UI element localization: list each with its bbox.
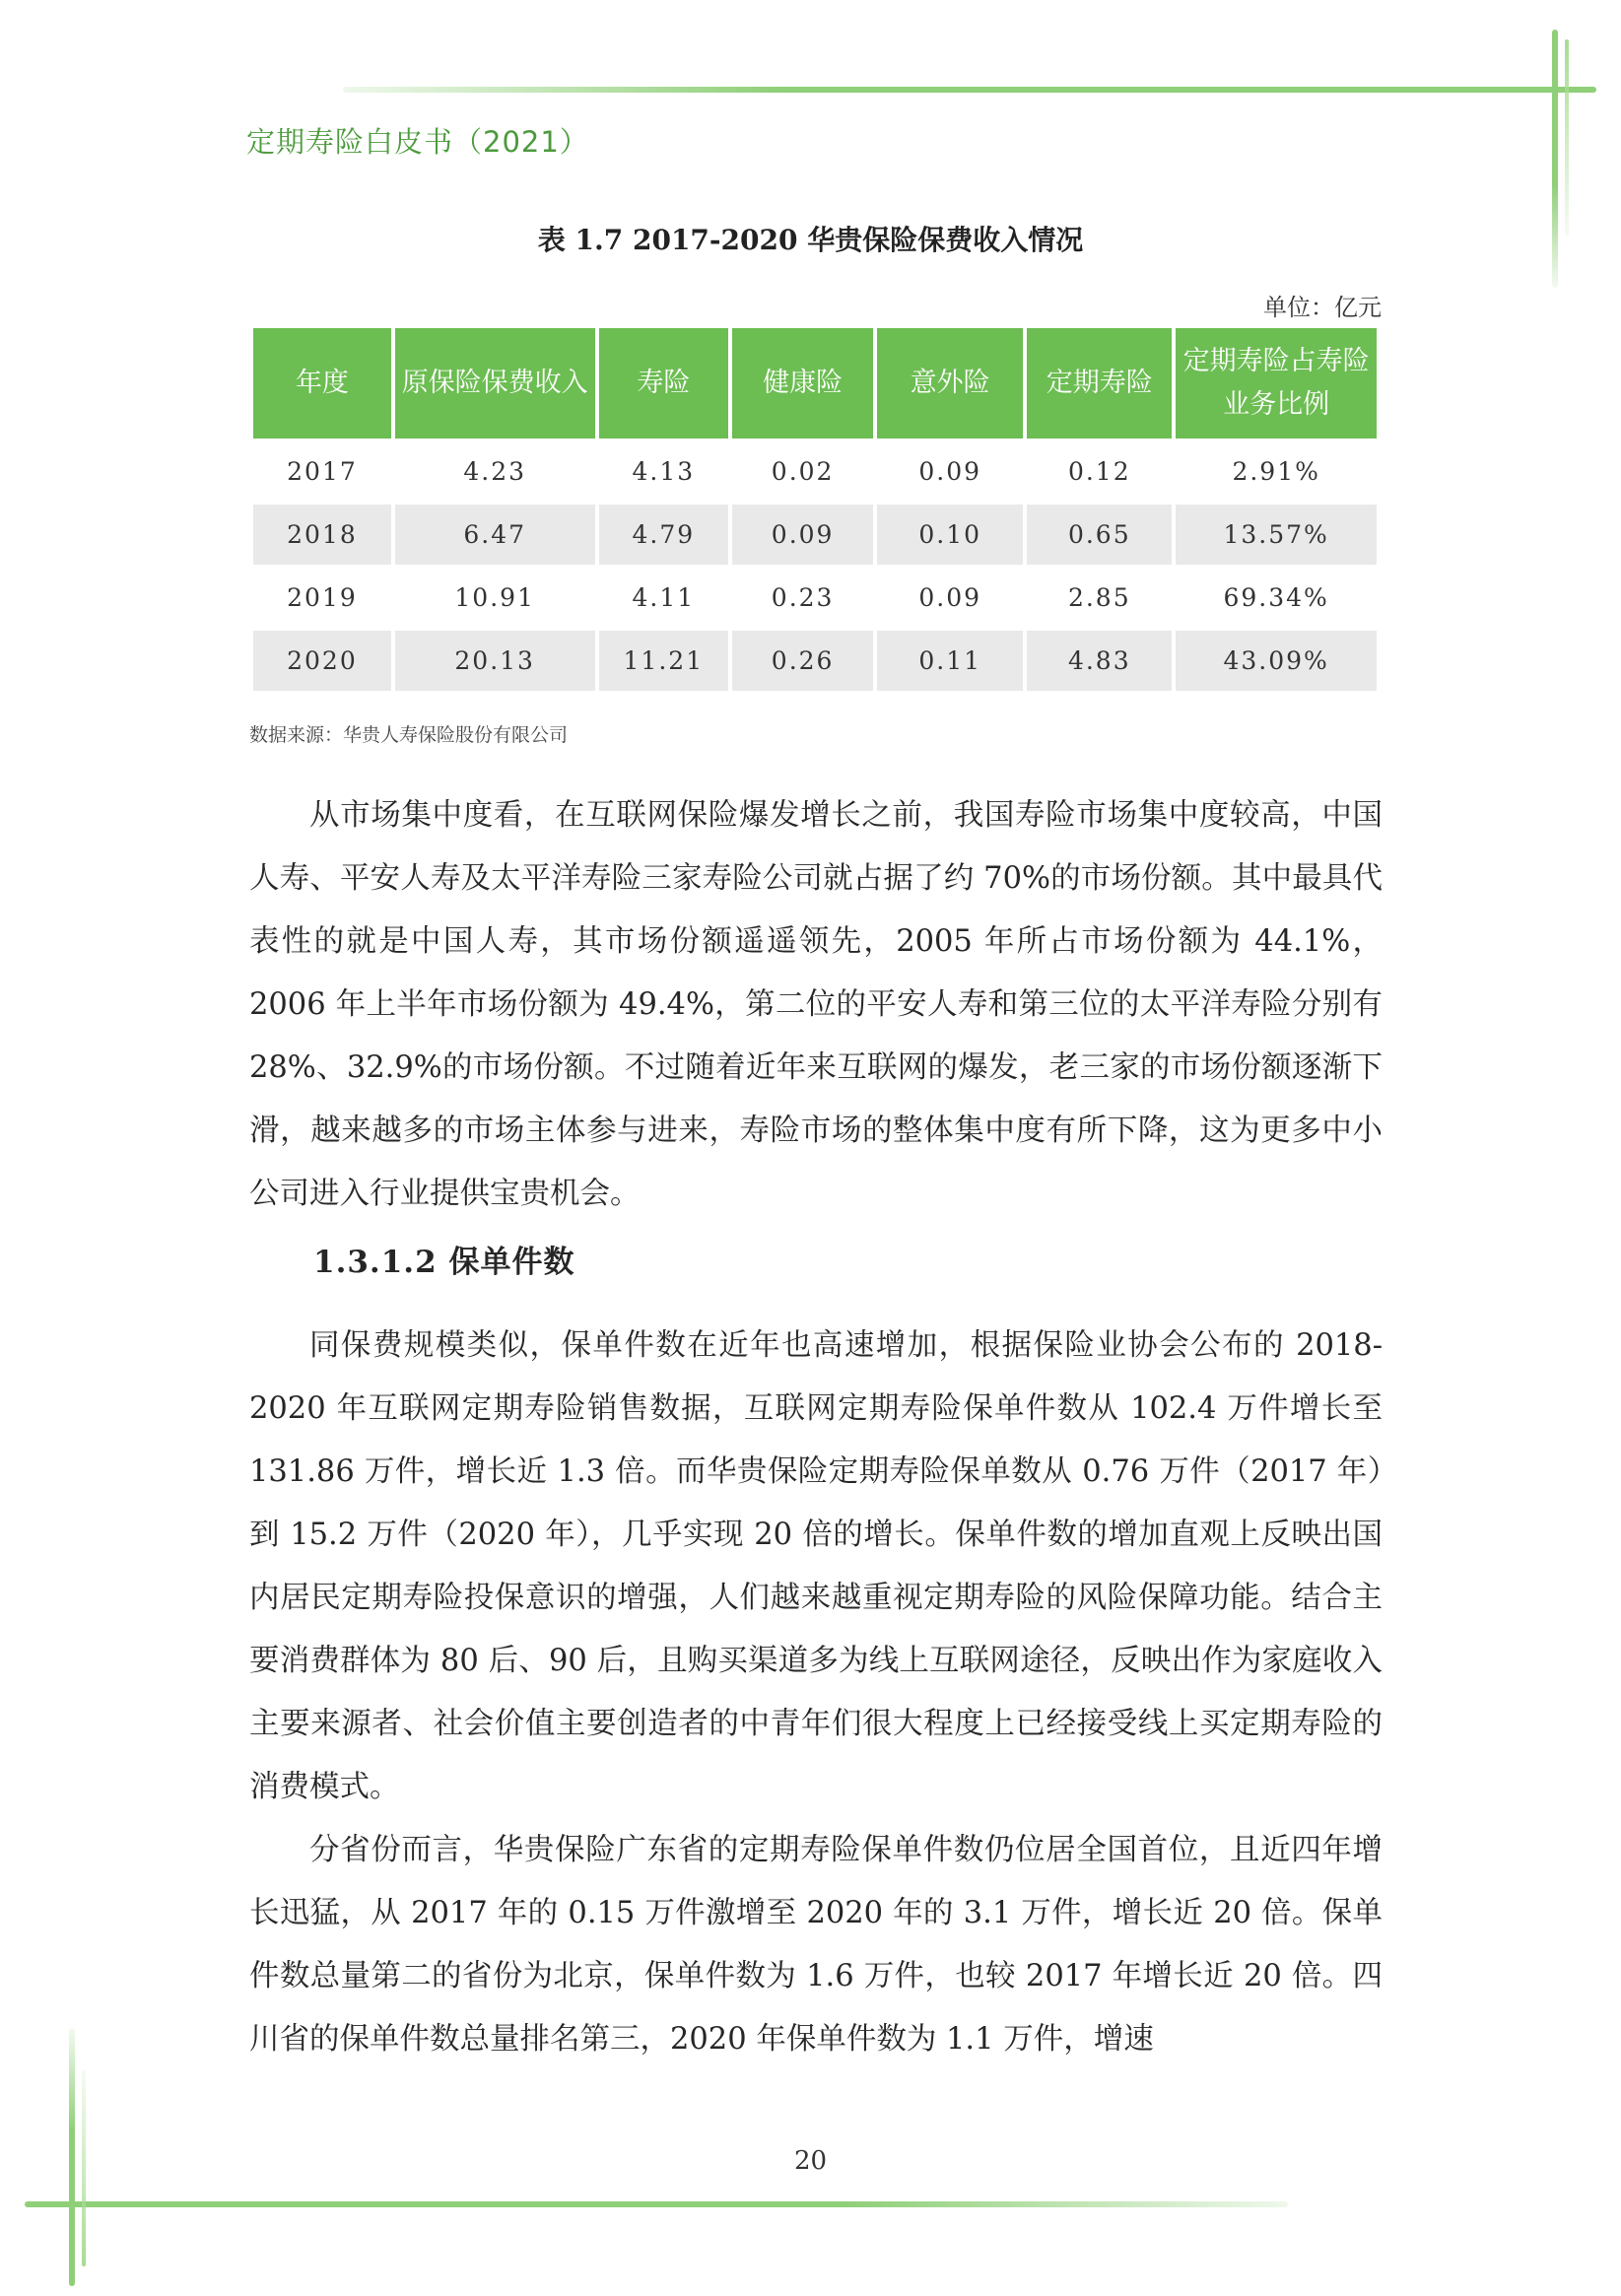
col-header-health: 健康险 — [732, 328, 873, 439]
table-title: 表 1.7 2017-2020 华贵保险保费收入情况 — [537, 224, 1084, 256]
paragraph-province-breakdown: 分省份而言，华贵保险广东省的定期寿险保单件数仍位居全国首位，且近四年增长迅猛，从 2017 年的 0.15 万件激增至 2020 年的 3.1 万件，增长近 20 倍。保单件数总量第二的省份为北京，保单件数为 1.6 万件，也较 2017 年增长近 20 倍。四川省的保单件数总量排名第三，2020 年保单件数为 1.1 万件，增速 — [249, 1833, 1383, 2057]
cell-term-life-ratio: 13.57% — [1176, 505, 1377, 565]
col-header-term-life-ratio: 定期寿险占寿险业务比例 — [1176, 328, 1377, 439]
table-row — [253, 441, 1377, 502]
cell-term-life-ratio: 69.34% — [1223, 583, 1329, 612]
table-source-note: 数据来源：华贵人寿保险股份有限公司 — [249, 724, 569, 746]
cell-accident: 0.10 — [877, 505, 1023, 565]
top-right-vertical-line-2 — [1565, 39, 1569, 236]
table-row — [253, 505, 1377, 565]
table-row — [253, 568, 1377, 628]
cell-year: 2020 — [253, 631, 391, 691]
col-header-accident: 意外险 — [877, 328, 1023, 439]
cell-life: 4.13 — [632, 457, 696, 486]
table-row — [253, 631, 1377, 691]
cell-life: 4.79 — [599, 505, 729, 565]
cell-accident: 0.11 — [877, 631, 1023, 691]
cell-life: 11.21 — [599, 631, 729, 691]
cell-year: 2019 — [287, 583, 358, 612]
cell-health: 0.26 — [732, 631, 873, 691]
cell-life: 4.11 — [632, 583, 696, 612]
col-header-original-premium: 原保险保费收入 — [395, 328, 595, 439]
cell-health: 0.09 — [732, 505, 873, 565]
cell-term-life: 4.83 — [1027, 631, 1172, 691]
cell-original-premium: 20.13 — [395, 631, 595, 691]
paragraph-market-concentration: 从市场集中度看，在互联网保险爆发增长之前，我国寿险市场集中度较高，中国人寿、平安人寿及太平洋寿险三家寿险公司就占据了约 70%的市场份额。其中最具代表性的就是中国人寿，其市场份额遥遥领先，2005 年所占市场份额为 44.1%，2006 年上半年市场份额为 49.4%，第二位的平安人寿和第三位的太平洋寿险分别有 28%、32.9%的市场份额。不过随着近年来互联网的爆发，老三家的市场份额逐渐下滑，越来越多的市场主体参与进来，寿险市场的整体集中度有所下降，这为更多中小公司进入行业提供宝贵机会。 — [249, 798, 1383, 1211]
cell-term-life-ratio: 2.91% — [1232, 457, 1320, 486]
cell-original-premium: 6.47 — [395, 505, 595, 565]
cell-term-life: 2.85 — [1067, 583, 1131, 612]
top-horizontal-line — [343, 87, 1596, 93]
section-heading: 1.3.1.2 保单件数 — [313, 1245, 575, 1280]
cell-term-life-ratio: 43.09% — [1176, 631, 1377, 691]
page-number: 20 — [793, 2146, 828, 2176]
bottom-horizontal-line — [25, 2201, 1288, 2207]
col-header-year: 年度 — [253, 328, 391, 439]
paragraph-policy-count: 同保费规模类似，保单件数在近年也高速增加，根据保险业协会公布的 2018-2020 年互联网定期寿险销售数据，互联网定期寿险保单件数从 102.4 万件增长至 131.86 万件，增长近 1.3 倍。而华贵保险定期寿险保单数从 0.76 万件（2017 年）到 15.2 万件（2020 年），几乎实现 20 倍的增长。保单件数的增加直观上反映出国内居民定期寿险投保意识的增强，人们越来越重视定期寿险的风险保障功能。结合主要消费群体为 80 后、90 后，且购买渠道多为线上互联网途径，反映出作为家庭收入主要来源者、社会价值主要创造者的中青年们很大程度上已经接受线上买定期寿险的消费模式。 — [249, 1328, 1383, 1804]
cell-accident: 0.09 — [918, 457, 982, 486]
running-header: 定期寿险白皮书（2021） — [246, 125, 589, 159]
col-header-life: 寿险 — [599, 328, 729, 439]
cell-original-premium: 10.91 — [454, 583, 535, 612]
cell-original-premium: 4.23 — [463, 457, 527, 486]
cell-year: 2017 — [287, 457, 358, 486]
cell-accident: 0.09 — [918, 583, 982, 612]
table-unit: 单位：亿元 — [1263, 294, 1382, 321]
col-header-term-life: 定期寿险 — [1027, 328, 1172, 439]
cell-health: 0.23 — [771, 583, 835, 612]
premium-income-table — [249, 325, 1381, 694]
cell-term-life: 0.65 — [1027, 505, 1172, 565]
cell-term-life: 0.12 — [1067, 457, 1131, 486]
cell-health: 0.02 — [771, 457, 835, 486]
table-header-row — [253, 328, 1377, 439]
cell-year: 2018 — [253, 505, 391, 565]
